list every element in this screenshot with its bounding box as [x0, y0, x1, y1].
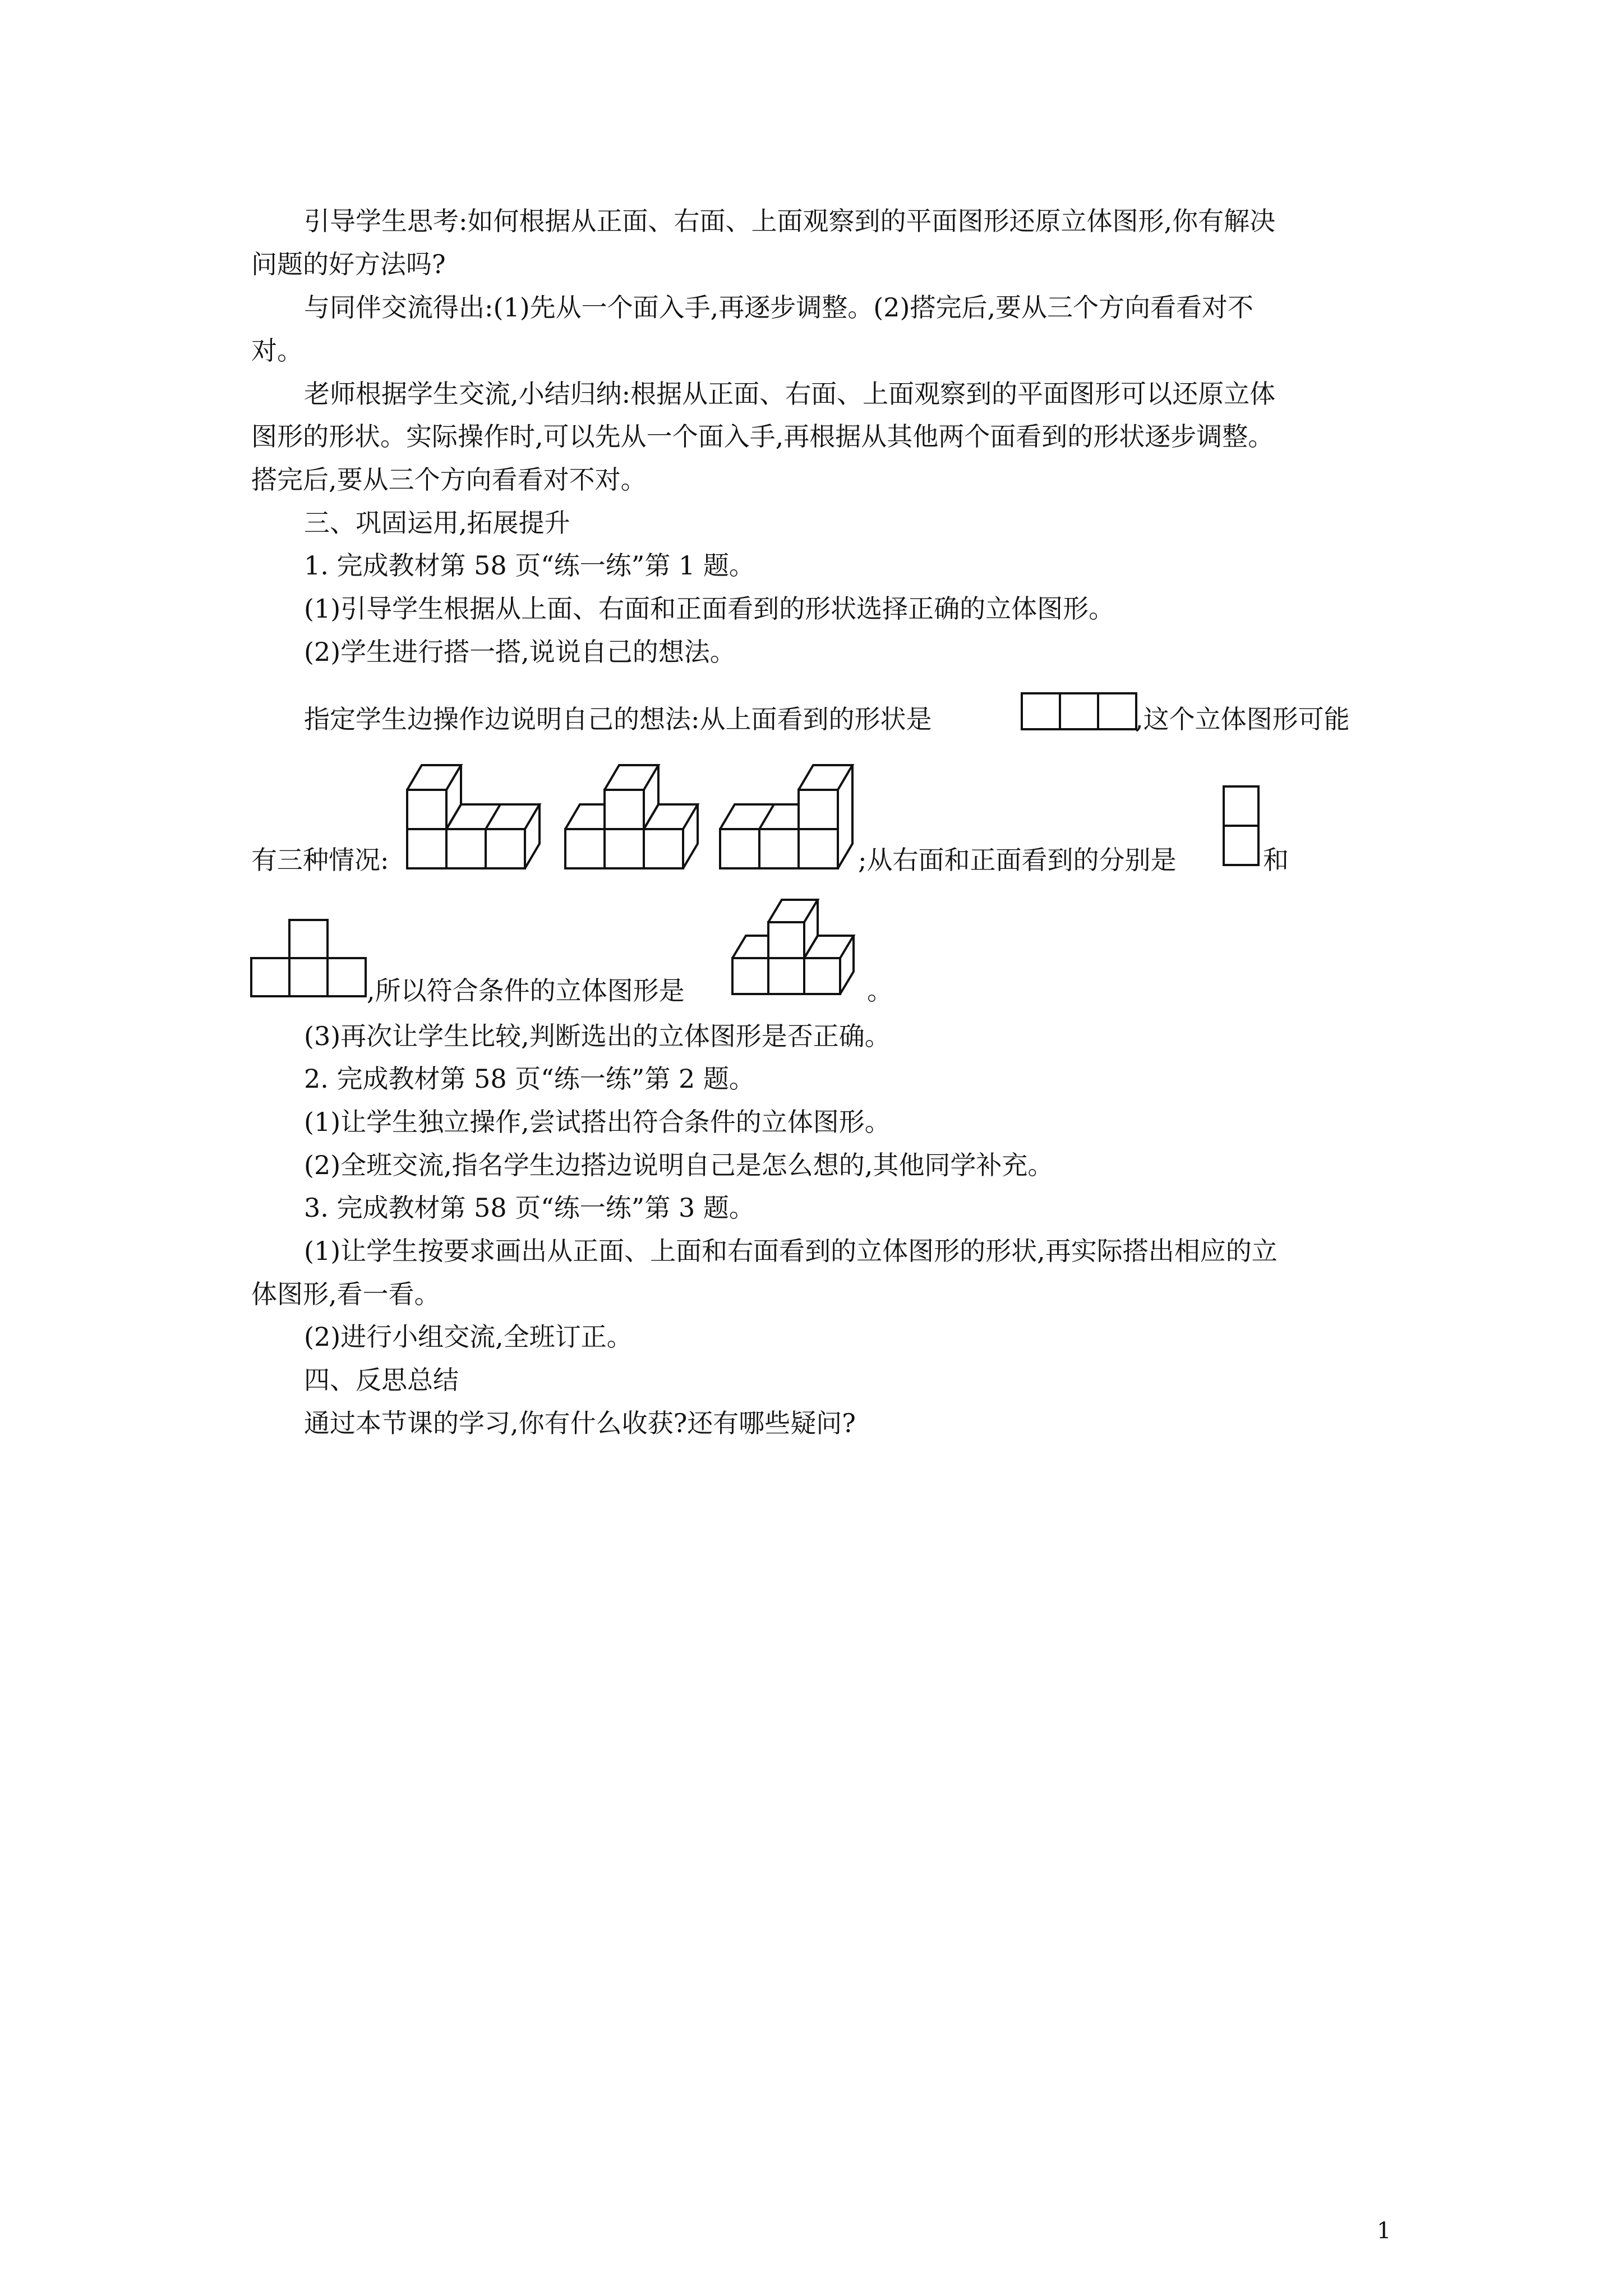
candidate-solid-1 — [405, 763, 551, 872]
task-heading: 2. 完成教材第 58 页“练一练”第 2 题。 — [304, 1064, 755, 1094]
paragraph-line: (1)让学生按要求画出从正面、上面和右面看到的立体图形的形状,再实际搭出相应的立 — [304, 1236, 1278, 1266]
task-heading: 3. 完成教材第 58 页“练一练”第 3 题。 — [304, 1193, 755, 1223]
front-view-figure — [249, 919, 368, 999]
paragraph-line: 。 — [867, 976, 893, 1006]
paragraph-line: 和 — [1263, 845, 1289, 875]
candidate-solid-3 — [718, 763, 864, 872]
paragraph-line: 老师根据学生交流,小结归纳:根据从正面、右面、上面观察到的平面图形可以还原立体 — [304, 379, 1276, 409]
top-view-figure — [1021, 692, 1138, 731]
paragraph-line: (2)全班交流,指名学生边搭边说明自己是怎么想的,其他同学补充。 — [304, 1150, 1054, 1180]
paragraph-line: 有三种情况: — [251, 845, 389, 875]
paragraph-line: ;从右面和正面看到的分别是 — [858, 845, 1177, 875]
paragraph-line: (2)学生进行搭一搭,说说自己的想法。 — [304, 637, 736, 667]
paragraph-line: (3)再次让学生比较,判断选出的立体图形是否正确。 — [304, 1021, 891, 1051]
paragraph-line: 通过本节课的学习,你有什么收获?还有哪些疑问? — [304, 1408, 856, 1438]
paragraph-line: 体图形,看一看。 — [251, 1279, 440, 1309]
paragraph-line: ,所以符合条件的立体图形是 — [367, 976, 685, 1006]
section-heading: 三、巩固运用,拓展提升 — [304, 508, 570, 538]
paragraph-line: (1)引导学生根据从上面、右面和正面看到的形状选择正确的立体图形。 — [304, 593, 1115, 624]
task-heading: 1. 完成教材第 58 页“练一练”第 1 题。 — [304, 550, 755, 581]
candidate-solid-2 — [563, 763, 709, 872]
paragraph-line: (2)进行小组交流,全班订正。 — [304, 1322, 633, 1352]
paragraph-line: 问题的好方法吗? — [251, 249, 446, 279]
paragraph-line: 搭完后,要从三个方向看看对不对。 — [251, 464, 647, 495]
section-heading: 四、反思总结 — [304, 1365, 459, 1395]
answer-solid — [730, 898, 865, 999]
page-number: 1 — [1377, 2218, 1391, 2244]
paragraph-line: 对。 — [251, 335, 303, 366]
paragraph-line: 指定学生边操作边说明自己的想法:从上面看到的形状是 — [304, 704, 932, 734]
paragraph-line: ,这个立体图形可能 — [1135, 704, 1350, 734]
paragraph-line: 与同伴交流得出:(1)先从一个面入手,再逐步调整。(2)搭完后,要从三个方向看看对不 — [304, 292, 1254, 323]
paragraph-line: 图形的形状。实际操作时,可以先从一个面入手,再根据从其他两个面看到的形状逐步调整。 — [251, 421, 1274, 452]
paragraph-line: 引导学生思考:如何根据从正面、右面、上面观察到的平面图形还原立体图形,你有解决 — [304, 206, 1276, 236]
paragraph-line: (1)让学生独立操作,尝试搭出符合条件的立体图形。 — [304, 1107, 891, 1137]
right-view-figure — [1223, 785, 1262, 869]
